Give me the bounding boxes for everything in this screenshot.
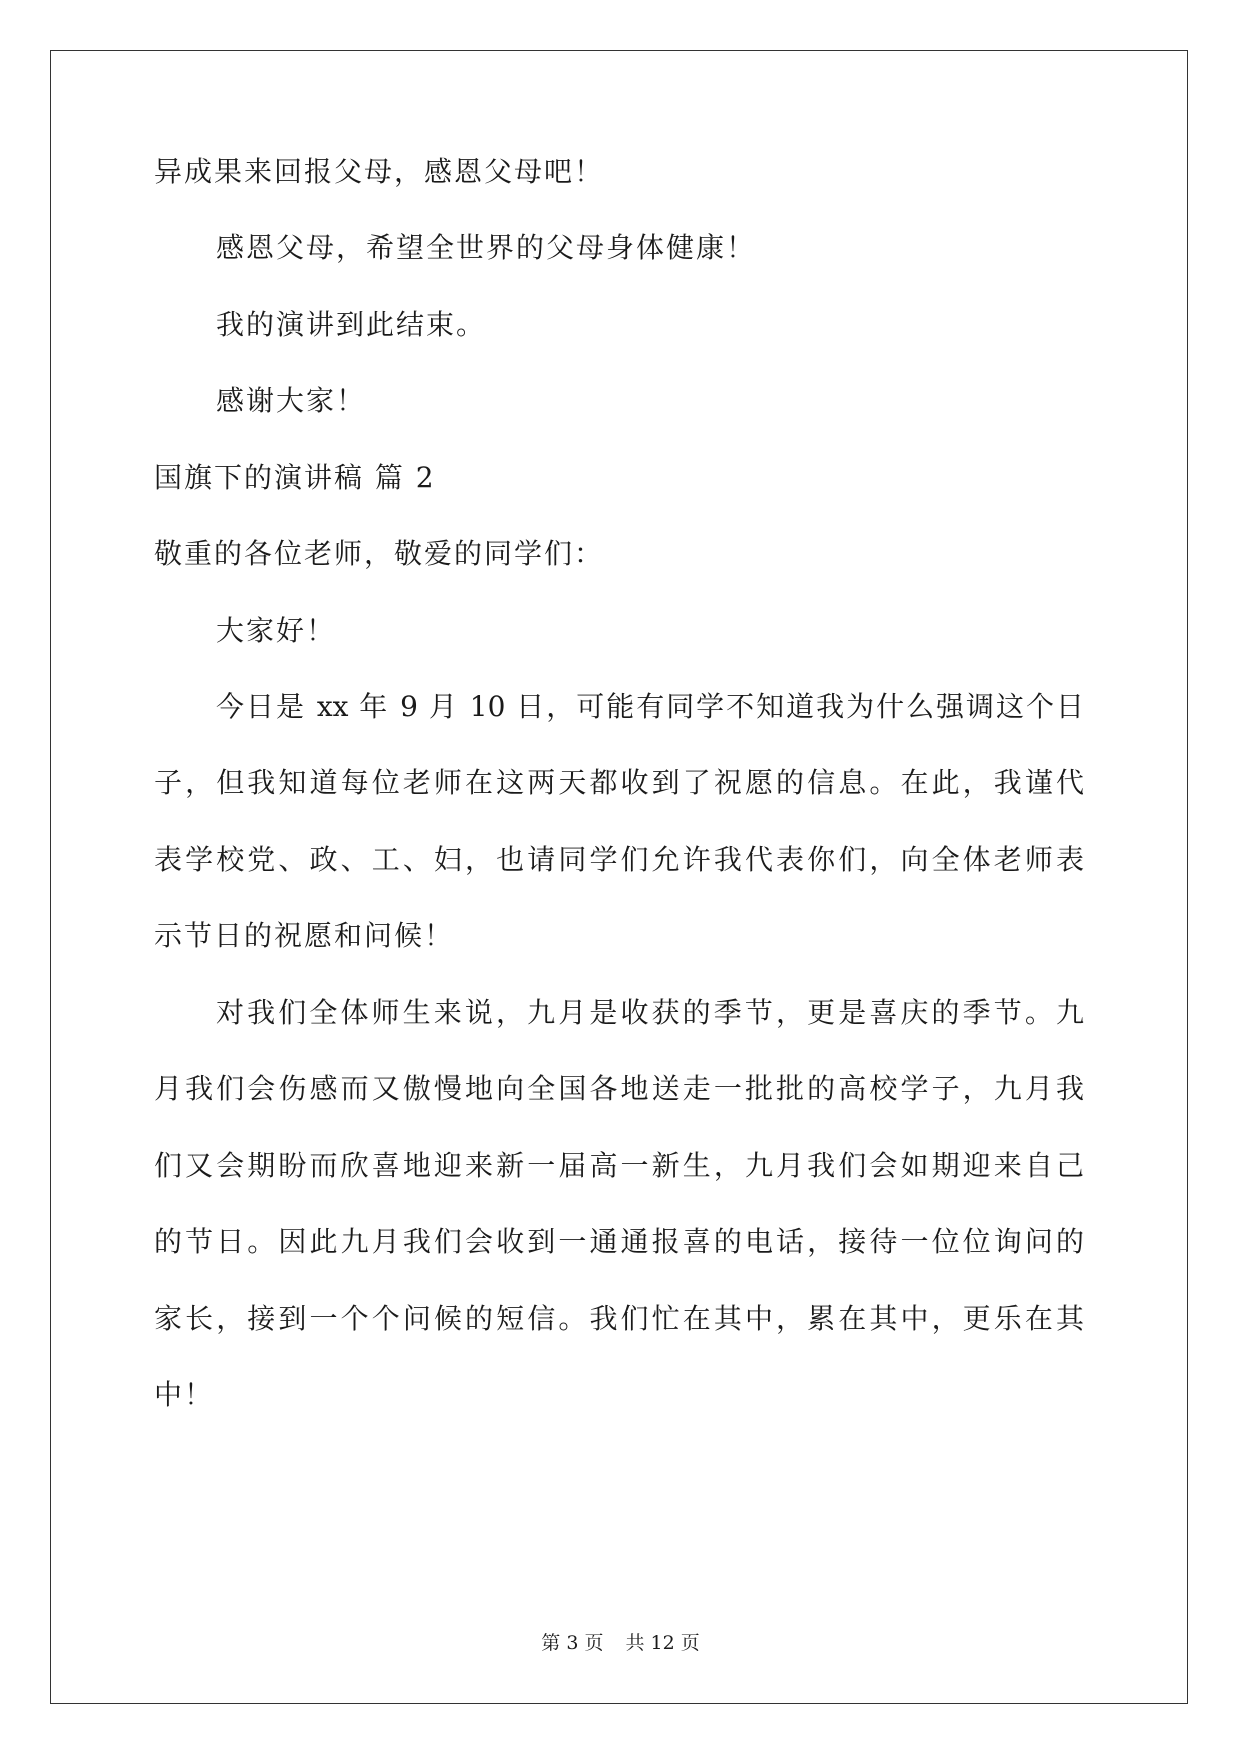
salutation: 敬重的各位老师，敬爱的同学们： bbox=[154, 537, 605, 570]
text-line: 月我们会伤感而又傲慢地向全国各地送走一批批的高校学子，九月我 bbox=[154, 1072, 1084, 1105]
page-total: 共 12 页 bbox=[625, 1632, 700, 1654]
text-line: 家长，接到一个个问候的短信。我们忙在其中，累在其中，更乐在其 bbox=[154, 1302, 1084, 1335]
text-line: 感恩父母，希望全世界的父母身体健康！ bbox=[216, 231, 757, 264]
text-line: 示节日的祝愿和问候！ bbox=[154, 919, 455, 952]
text-line: 今日是 xx 年 9 月 10 日，可能有同学不知道我为什么强调这个日 bbox=[216, 690, 1084, 723]
text-line: 子，但我知道每位老师在这两天都收到了祝愿的信息。在此，我谨代 bbox=[154, 766, 1084, 799]
text-line: 大家好！ bbox=[216, 614, 337, 647]
text-line: 中！ bbox=[154, 1378, 215, 1411]
text-line: 表学校党、政、工、妇，也请同学们允许我代表你们，向全体老师表 bbox=[154, 843, 1084, 876]
text-line: 的节日。因此九月我们会收到一通通报喜的电话，接待一位位询问的 bbox=[154, 1225, 1084, 1258]
text-line: 对我们全体师生来说，九月是收获的季节，更是喜庆的季节。九 bbox=[216, 996, 1084, 1029]
page-number: 第 3 页 bbox=[541, 1632, 604, 1654]
text-line: 我的演讲到此结束。 bbox=[216, 308, 487, 341]
text-line: 感谢大家！ bbox=[216, 384, 367, 417]
page-footer bbox=[0, 1630, 1241, 1656]
text-line: 们又会期盼而欣喜地迎来新一届高一新生，九月我们会如期迎来自己 bbox=[154, 1149, 1084, 1182]
text-line: 异成果来回报父母，感恩父母吧！ bbox=[154, 155, 605, 188]
section-heading: 国旗下的演讲稿 篇 2 bbox=[154, 461, 436, 494]
